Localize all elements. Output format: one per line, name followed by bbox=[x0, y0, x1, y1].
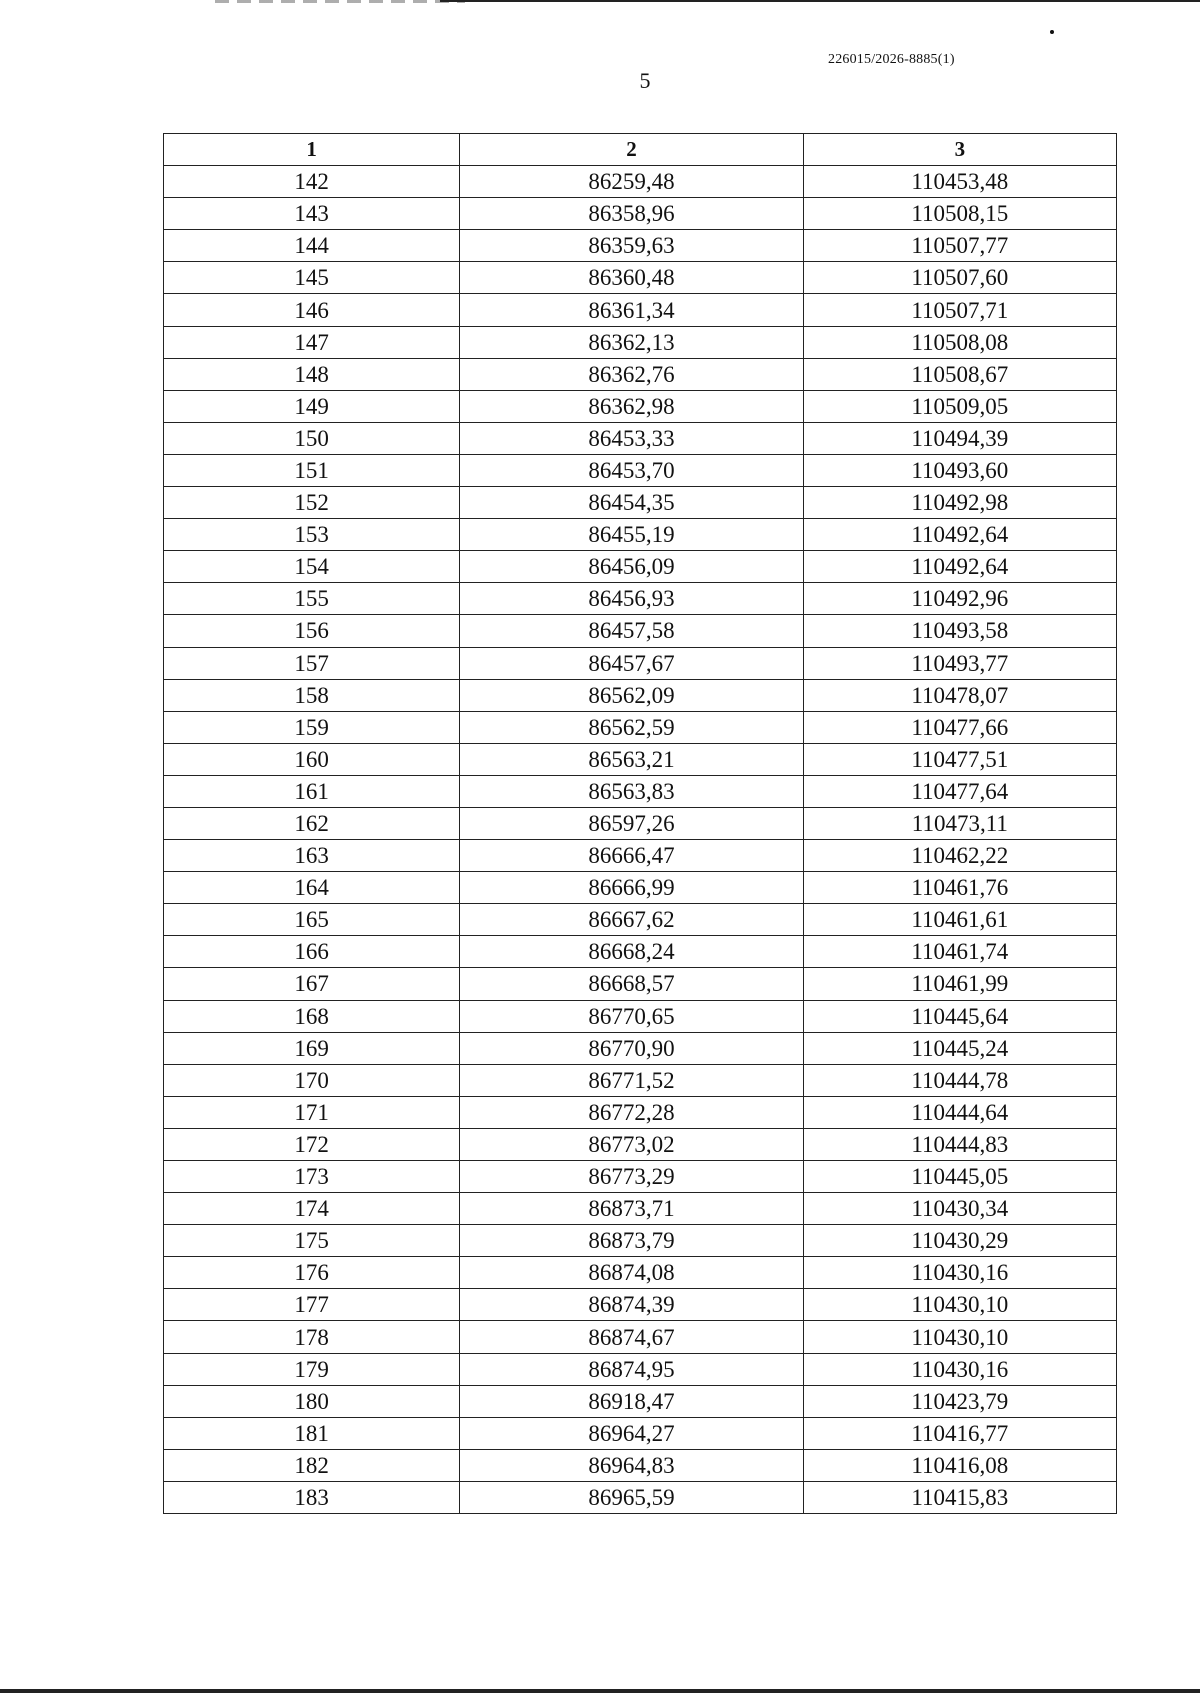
table-cell-col-3: 110493,58 bbox=[803, 615, 1116, 647]
table-cell-col-3: 110507,77 bbox=[803, 230, 1116, 262]
table-cell-col-3: 110477,66 bbox=[803, 711, 1116, 743]
document-id: 226015/2026-8885(1) bbox=[828, 52, 955, 67]
table-row bbox=[164, 1385, 1117, 1417]
table-row bbox=[164, 968, 1117, 1000]
table-cell-col-2: 86773,02 bbox=[460, 1128, 803, 1160]
table-cell-col-2: 86918,47 bbox=[460, 1385, 803, 1417]
table-cell-col-2: 86457,67 bbox=[460, 647, 803, 679]
table-cell-col-2: 86453,33 bbox=[460, 422, 803, 454]
table-row bbox=[164, 1449, 1117, 1481]
table-row bbox=[164, 936, 1117, 968]
table-cell-col-2: 86772,28 bbox=[460, 1096, 803, 1128]
table-row bbox=[164, 872, 1117, 904]
table-cell-col-3: 110430,16 bbox=[803, 1257, 1116, 1289]
table-cell-col-3: 110423,79 bbox=[803, 1385, 1116, 1417]
table-cell-col-2: 86666,47 bbox=[460, 840, 803, 872]
table-cell-col-1: 156 bbox=[164, 615, 460, 647]
table-cell-col-1: 177 bbox=[164, 1289, 460, 1321]
table-cell-col-1: 146 bbox=[164, 294, 460, 326]
table-cell-col-1: 163 bbox=[164, 840, 460, 872]
table-cell-col-1: 183 bbox=[164, 1481, 460, 1513]
table-cell-col-2: 86874,67 bbox=[460, 1321, 803, 1353]
table-cell-col-3: 110416,77 bbox=[803, 1417, 1116, 1449]
table-cell-col-1: 168 bbox=[164, 1000, 460, 1032]
table-cell-col-2: 86563,21 bbox=[460, 743, 803, 775]
table-cell-col-1: 155 bbox=[164, 583, 460, 615]
table-cell-col-2: 86361,34 bbox=[460, 294, 803, 326]
table-cell-col-3: 110462,22 bbox=[803, 840, 1116, 872]
table-cell-col-3: 110473,11 bbox=[803, 807, 1116, 839]
table-row bbox=[164, 840, 1117, 872]
table-row bbox=[164, 647, 1117, 679]
table-cell-col-1: 167 bbox=[164, 968, 460, 1000]
table-cell-col-2: 86964,83 bbox=[460, 1449, 803, 1481]
table-cell-col-2: 86362,98 bbox=[460, 390, 803, 422]
table-cell-col-1: 159 bbox=[164, 711, 460, 743]
table-row bbox=[164, 230, 1117, 262]
table-cell-col-1: 170 bbox=[164, 1064, 460, 1096]
table-row bbox=[164, 390, 1117, 422]
table-cell-col-3: 110478,07 bbox=[803, 679, 1116, 711]
table-cell-col-3: 110492,96 bbox=[803, 583, 1116, 615]
table-row bbox=[164, 454, 1117, 486]
table-cell-col-3: 110430,29 bbox=[803, 1225, 1116, 1257]
table-cell-col-3: 110461,99 bbox=[803, 968, 1116, 1000]
table-cell-col-1: 157 bbox=[164, 647, 460, 679]
table-cell-col-1: 162 bbox=[164, 807, 460, 839]
table-cell-col-3: 110461,76 bbox=[803, 872, 1116, 904]
table-cell-col-1: 173 bbox=[164, 1161, 460, 1193]
table-cell-col-1: 154 bbox=[164, 551, 460, 583]
table-row bbox=[164, 487, 1117, 519]
table-cell-col-2: 86453,70 bbox=[460, 454, 803, 486]
table-row bbox=[164, 615, 1117, 647]
table-cell-col-2: 86874,39 bbox=[460, 1289, 803, 1321]
dot-mark bbox=[1050, 30, 1054, 34]
table-cell-col-3: 110477,51 bbox=[803, 743, 1116, 775]
coordinates-table bbox=[163, 133, 1117, 1514]
table-cell-col-2: 86874,95 bbox=[460, 1353, 803, 1385]
table-cell-col-1: 150 bbox=[164, 422, 460, 454]
table-cell-col-2: 86362,13 bbox=[460, 326, 803, 358]
table-cell-col-3: 110492,64 bbox=[803, 551, 1116, 583]
table-row bbox=[164, 583, 1117, 615]
column-header-3: 3 bbox=[803, 134, 1116, 166]
table-cell-col-1: 142 bbox=[164, 166, 460, 198]
column-header-1: 1 bbox=[164, 134, 460, 166]
table-row bbox=[164, 1353, 1117, 1385]
table-row bbox=[164, 1225, 1117, 1257]
table-cell-col-2: 86362,76 bbox=[460, 358, 803, 390]
table-cell-col-2: 86964,27 bbox=[460, 1417, 803, 1449]
table-cell-col-1: 161 bbox=[164, 775, 460, 807]
table-cell-col-2: 86562,59 bbox=[460, 711, 803, 743]
table-cell-col-3: 110444,78 bbox=[803, 1064, 1116, 1096]
table-cell-col-3: 110492,98 bbox=[803, 487, 1116, 519]
table-cell-col-1: 178 bbox=[164, 1321, 460, 1353]
table-cell-col-3: 110445,64 bbox=[803, 1000, 1116, 1032]
table-header-row bbox=[164, 134, 1117, 166]
table-cell-col-3: 110430,10 bbox=[803, 1289, 1116, 1321]
table-row bbox=[164, 904, 1117, 936]
page-number: 5 bbox=[639, 68, 651, 93]
table-cell-col-3: 110492,64 bbox=[803, 519, 1116, 551]
table-cell-col-1: 181 bbox=[164, 1417, 460, 1449]
table-row bbox=[164, 1000, 1117, 1032]
table-row bbox=[164, 1257, 1117, 1289]
table-cell-col-1: 175 bbox=[164, 1225, 460, 1257]
table-cell-col-2: 86667,62 bbox=[460, 904, 803, 936]
table-cell-col-2: 86668,24 bbox=[460, 936, 803, 968]
table-cell-col-2: 86666,99 bbox=[460, 872, 803, 904]
table-cell-col-1: 160 bbox=[164, 743, 460, 775]
table-cell-col-3: 110508,08 bbox=[803, 326, 1116, 358]
table-cell-col-2: 86563,83 bbox=[460, 775, 803, 807]
table-row bbox=[164, 1481, 1117, 1513]
table-row bbox=[164, 743, 1117, 775]
table-row bbox=[164, 1096, 1117, 1128]
table-cell-col-2: 86770,90 bbox=[460, 1032, 803, 1064]
table-cell-col-3: 110416,08 bbox=[803, 1449, 1116, 1481]
table-cell-col-3: 110477,64 bbox=[803, 775, 1116, 807]
table-cell-col-1: 147 bbox=[164, 326, 460, 358]
table-cell-col-2: 86456,93 bbox=[460, 583, 803, 615]
table-cell-col-3: 110494,39 bbox=[803, 422, 1116, 454]
table-cell-col-3: 110461,74 bbox=[803, 936, 1116, 968]
table-row bbox=[164, 807, 1117, 839]
table-row bbox=[164, 1161, 1117, 1193]
table-cell-col-1: 165 bbox=[164, 904, 460, 936]
table-cell-col-2: 86457,58 bbox=[460, 615, 803, 647]
table-cell-col-1: 164 bbox=[164, 872, 460, 904]
table-cell-col-2: 86873,71 bbox=[460, 1193, 803, 1225]
table-cell-col-1: 143 bbox=[164, 198, 460, 230]
table-cell-col-1: 171 bbox=[164, 1096, 460, 1128]
table-cell-col-2: 86358,96 bbox=[460, 198, 803, 230]
table-row bbox=[164, 1417, 1117, 1449]
table-cell-col-1: 169 bbox=[164, 1032, 460, 1064]
table-cell-col-1: 180 bbox=[164, 1385, 460, 1417]
table-cell-col-2: 86771,52 bbox=[460, 1064, 803, 1096]
table-row bbox=[164, 326, 1117, 358]
table-cell-col-1: 151 bbox=[164, 454, 460, 486]
table-row bbox=[164, 551, 1117, 583]
table-row bbox=[164, 262, 1117, 294]
table-row bbox=[164, 1193, 1117, 1225]
table-cell-col-2: 86873,79 bbox=[460, 1225, 803, 1257]
table-cell-col-3: 110453,48 bbox=[803, 166, 1116, 198]
table-row bbox=[164, 679, 1117, 711]
table-body bbox=[164, 166, 1117, 1514]
table-cell-col-2: 86597,26 bbox=[460, 807, 803, 839]
table-row bbox=[164, 711, 1117, 743]
table-row bbox=[164, 358, 1117, 390]
bottom-border-line bbox=[0, 1689, 1200, 1693]
table-row bbox=[164, 519, 1117, 551]
table-cell-col-1: 153 bbox=[164, 519, 460, 551]
table-cell-col-2: 86360,48 bbox=[460, 262, 803, 294]
table-cell-col-1: 182 bbox=[164, 1449, 460, 1481]
table-cell-col-3: 110509,05 bbox=[803, 390, 1116, 422]
table-cell-col-1: 176 bbox=[164, 1257, 460, 1289]
table-cell-col-3: 110430,34 bbox=[803, 1193, 1116, 1225]
column-header-2: 2 bbox=[460, 134, 803, 166]
table-row bbox=[164, 1128, 1117, 1160]
table-cell-col-2: 86770,65 bbox=[460, 1000, 803, 1032]
table-row bbox=[164, 1064, 1117, 1096]
table-cell-col-2: 86454,35 bbox=[460, 487, 803, 519]
scan-artifact-marks bbox=[215, 0, 465, 3]
table-cell-col-2: 86668,57 bbox=[460, 968, 803, 1000]
table-cell-col-3: 110461,61 bbox=[803, 904, 1116, 936]
table-cell-col-1: 166 bbox=[164, 936, 460, 968]
table-cell-col-2: 86562,09 bbox=[460, 679, 803, 711]
top-border-line bbox=[440, 0, 1200, 2]
table-cell-col-3: 110507,60 bbox=[803, 262, 1116, 294]
table-cell-col-2: 86773,29 bbox=[460, 1161, 803, 1193]
table-cell-col-3: 110444,64 bbox=[803, 1096, 1116, 1128]
table-cell-col-1: 144 bbox=[164, 230, 460, 262]
table-row bbox=[164, 166, 1117, 198]
table-cell-col-3: 110415,83 bbox=[803, 1481, 1116, 1513]
table-cell-col-1: 174 bbox=[164, 1193, 460, 1225]
table-cell-col-2: 86965,59 bbox=[460, 1481, 803, 1513]
table-cell-col-1: 172 bbox=[164, 1128, 460, 1160]
table-row bbox=[164, 294, 1117, 326]
table-row bbox=[164, 198, 1117, 230]
table-row bbox=[164, 1032, 1117, 1064]
table-cell-col-3: 110507,71 bbox=[803, 294, 1116, 326]
table-row bbox=[164, 422, 1117, 454]
table-cell-col-2: 86456,09 bbox=[460, 551, 803, 583]
table-cell-col-3: 110493,77 bbox=[803, 647, 1116, 679]
table-cell-col-3: 110444,83 bbox=[803, 1128, 1116, 1160]
table-row bbox=[164, 1321, 1117, 1353]
table-row bbox=[164, 1289, 1117, 1321]
table-cell-col-2: 86359,63 bbox=[460, 230, 803, 262]
table-row bbox=[164, 775, 1117, 807]
table-cell-col-3: 110430,10 bbox=[803, 1321, 1116, 1353]
table-cell-col-3: 110508,67 bbox=[803, 358, 1116, 390]
table-cell-col-1: 149 bbox=[164, 390, 460, 422]
table-cell-col-3: 110445,05 bbox=[803, 1161, 1116, 1193]
table-cell-col-3: 110508,15 bbox=[803, 198, 1116, 230]
table-cell-col-1: 179 bbox=[164, 1353, 460, 1385]
table-cell-col-2: 86455,19 bbox=[460, 519, 803, 551]
table-cell-col-3: 110493,60 bbox=[803, 454, 1116, 486]
table-cell-col-1: 145 bbox=[164, 262, 460, 294]
table-cell-col-1: 158 bbox=[164, 679, 460, 711]
table-cell-col-2: 86259,48 bbox=[460, 166, 803, 198]
table-cell-col-3: 110430,16 bbox=[803, 1353, 1116, 1385]
table-cell-col-3: 110445,24 bbox=[803, 1032, 1116, 1064]
table-cell-col-1: 152 bbox=[164, 487, 460, 519]
table-cell-col-1: 148 bbox=[164, 358, 460, 390]
table-cell-col-2: 86874,08 bbox=[460, 1257, 803, 1289]
